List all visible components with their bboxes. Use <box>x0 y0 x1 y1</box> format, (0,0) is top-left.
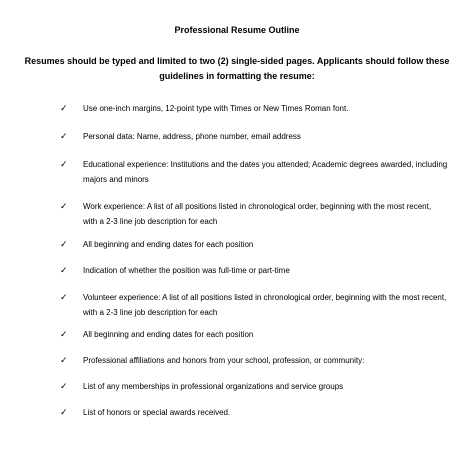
checkmark-icon: ✓ <box>60 201 68 211</box>
checklist-item-text <box>83 199 458 229</box>
document-title: Professional Resume Outline <box>174 25 300 35</box>
checklist-item-text <box>83 101 458 116</box>
checkmark-icon: ✓ <box>60 239 68 249</box>
intro-line: guidelines in formatting the resume: <box>159 71 315 81</box>
checklist-item-line: All beginning and ending dates for each position <box>83 240 254 249</box>
checklist-item-text <box>83 327 458 342</box>
checklist-item-line: Use one-inch margins, 12-point type with Times or New Times Roman font. <box>83 104 349 113</box>
checklist-item-line: Indication of whether the position was full-time or part-time <box>83 266 290 275</box>
checkmark-icon: ✓ <box>60 355 68 365</box>
checklist-item-text <box>83 353 458 368</box>
checkmark-icon: ✓ <box>60 292 68 302</box>
checkmark-icon: ✓ <box>60 131 68 141</box>
checklist-item-line: List of any memberships in professional organizations and service groups <box>83 382 344 391</box>
checklist-item-text <box>83 405 458 420</box>
checklist-item-line: majors and minors <box>83 175 149 184</box>
checkmark-icon: ✓ <box>60 103 68 113</box>
checklist-item-line: with a 2-3 line job description for each <box>83 217 218 226</box>
checkmark-icon: ✓ <box>60 329 68 339</box>
intro-line: Resumes should be typed and limited to two (2) single-sided pages. Applicants should follow these <box>24 56 450 66</box>
checklist-item-line: Work experience: A list of all positions listed in chronological order, beginning with the most recent, <box>83 202 432 211</box>
checkmark-icon: ✓ <box>60 381 68 391</box>
checklist-item-line: Professional affiliations and honors from your school, profession, or community: <box>83 356 365 365</box>
checklist-item-line: List of honors or special awards received. <box>83 408 231 417</box>
checklist-item-text <box>83 157 458 187</box>
checklist-item-line: with a 2-3 line job description for each <box>83 308 218 317</box>
checkmark-icon: ✓ <box>60 407 68 417</box>
checklist-item-text <box>83 237 458 252</box>
checklist-item-text <box>83 263 458 278</box>
checklist-item-line: Volunteer experience: A list of all positions listed in chronological order, beginning with the most recent, <box>83 293 447 302</box>
checklist-item-text <box>83 290 458 320</box>
checklist-item-line: Educational experience: Institutions and the dates you attended; Academic degrees awarded, including <box>83 160 448 169</box>
checklist-item-line: All beginning and ending dates for each position <box>83 330 254 339</box>
checklist-item-line: Personal data: Name, address, phone number, email address <box>83 132 301 141</box>
checklist-item-text <box>83 379 458 394</box>
checkmark-icon: ✓ <box>60 159 68 169</box>
checkmark-icon: ✓ <box>60 265 68 275</box>
checklist-item-text <box>83 129 458 144</box>
